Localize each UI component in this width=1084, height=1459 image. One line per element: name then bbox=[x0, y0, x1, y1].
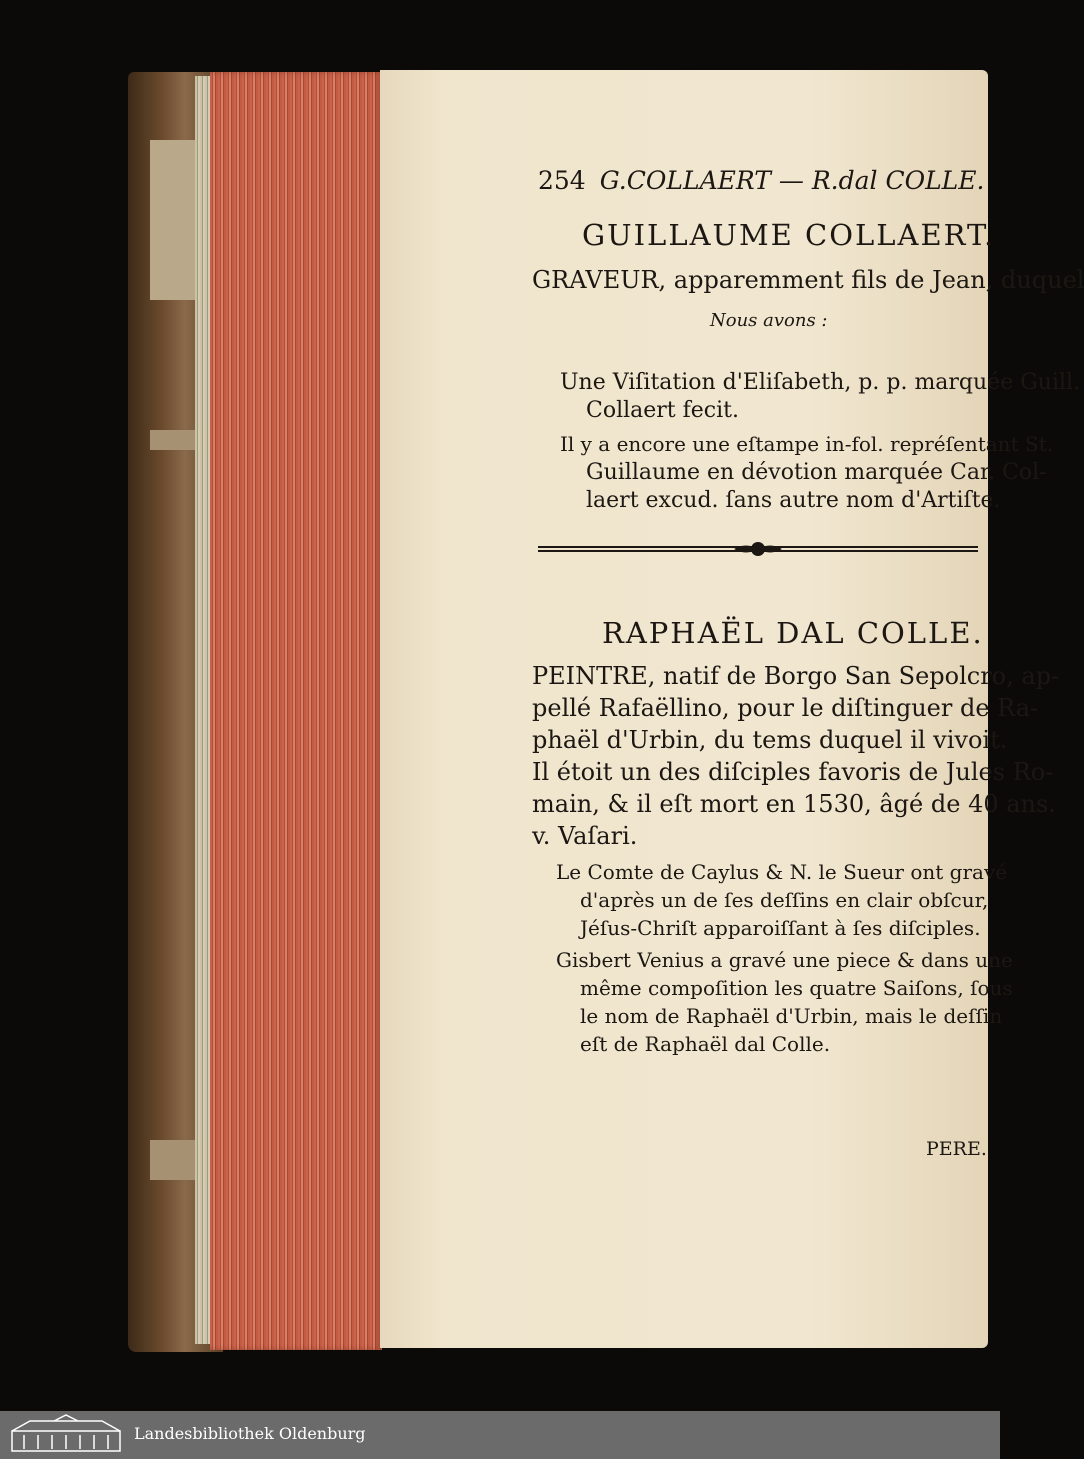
catchword: PERE. bbox=[926, 1138, 987, 1160]
entry-line: Guillaume en dévotion marquée Car. Col- bbox=[586, 460, 1047, 485]
running-head-title: G.COLLAERT — R.dal COLLE. bbox=[599, 166, 985, 195]
book-page bbox=[380, 70, 1084, 1348]
section-title-colle: RAPHAËL DAL COLLE. bbox=[602, 616, 984, 650]
body-line: v. Vaſari. bbox=[532, 822, 638, 850]
note-line: le nom de Raphaël d'Urbin, mais le deſſin bbox=[580, 1004, 1003, 1028]
running-head bbox=[538, 166, 984, 195]
ornament-rule bbox=[538, 542, 978, 556]
library-building-icon bbox=[10, 1417, 122, 1453]
note-line: même compoſition les quatre Saiſons, ſous bbox=[580, 976, 1013, 1000]
section-title-collaert: GUILLAUME COLLAERT. bbox=[582, 218, 996, 252]
note-line: Le Comte de Caylus & N. le Sueur ont gravé bbox=[556, 860, 1008, 884]
body-line: pellé Rafaëllino, pour le diſtinguer de Ra- bbox=[532, 694, 1039, 722]
body-line: main, & il eſt mort en 1530, âgé de 40 ans. bbox=[532, 790, 1056, 818]
subheading: Nous avons : bbox=[710, 310, 828, 331]
note-line: Gisbert Venius a gravé une piece & dans une bbox=[556, 948, 1013, 972]
entry-line: Collaert fecit. bbox=[586, 398, 739, 423]
page-number: 254 bbox=[538, 166, 586, 195]
body-line: Il étoit un des diſciples favoris de Jules Ro- bbox=[532, 758, 1054, 786]
note-line: d'après un de ſes deſſins en clair obſcur, bbox=[580, 888, 989, 912]
note-line: eſt de Raphaël dal Colle. bbox=[580, 1032, 831, 1056]
intro-line: GRAVEUR, apparemment fils de Jean, duquel bbox=[532, 266, 1084, 294]
entry-line: Une Viſitation d'Eliſabeth, p. p. marquée Guill. bbox=[560, 370, 1081, 395]
entry-line: laert excud. ſans autre nom d'Artiſte. bbox=[586, 488, 1001, 513]
note-line: Jéſus-Chriſt apparoiſſant à ſes diſciples. bbox=[580, 916, 981, 940]
library-name: Landesbibliothek Oldenburg bbox=[134, 1424, 366, 1443]
entry-line: Il y a encore une eſtampe in-fol. repréſentant St. bbox=[560, 432, 1054, 456]
body-line: phaël d'Urbin, du tems duquel il vivoit. bbox=[532, 726, 1008, 754]
red-page-edge bbox=[210, 72, 382, 1350]
body-line: PEINTRE, natif de Borgo San Sepolcro, ap- bbox=[532, 662, 1060, 690]
footer-bar bbox=[0, 1411, 1000, 1459]
